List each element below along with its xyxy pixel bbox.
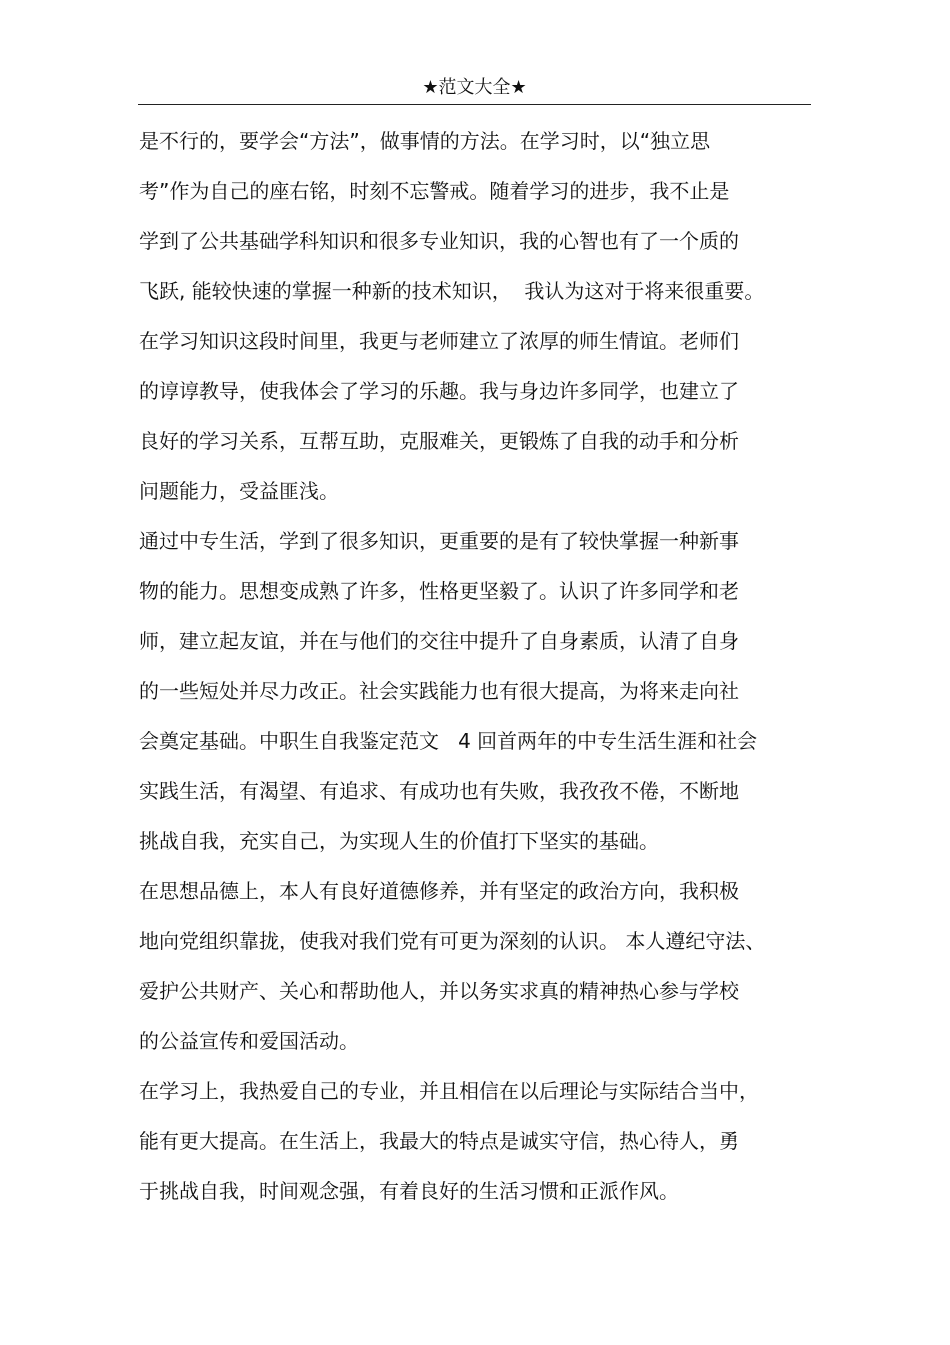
text-line: 的公益宣传和爱国活动。 [139, 1029, 359, 1053]
text-line: 在学习知识这段时间里，我更与老师建立了浓厚的师生情谊。老师们 [139, 329, 739, 353]
text-line: 良好的学习关系，互帮互助，克服难关，更锻炼了自我的动手和分析 [139, 429, 739, 453]
text-line: 问题能力，受益匪浅。 [139, 479, 339, 503]
text-line: 师，建立起友谊，并在与他们的交往中提升了自身素质，认清了自身 [139, 629, 739, 653]
header-divider [138, 104, 811, 105]
text-line: 会奠定基础。中职生自我鉴定范文 4 回首两年的中专生活生涯和社会 [139, 729, 758, 753]
text-line: 在思想品德上，本人有良好道德修养，并有坚定的政治方向，我积极 [139, 879, 739, 903]
text-line: 挑战自我，充实自己，为实现人生的价值打下坚实的基础。 [139, 829, 659, 853]
text-line: 通过中专生活，学到了很多知识，更重要的是有了较快掌握一种新事 [139, 529, 739, 553]
text-line: 是不行的，要学会“方法”，做事情的方法。在学习时，以“独立思 [139, 129, 711, 153]
text-line: 爱护公共财产、关心和帮助他人，并以务实求真的精神热心参与学校 [139, 979, 739, 1003]
text-line: 在学习上，我热爱自己的专业，并且相信在以后理论与实际结合当中， [139, 1079, 759, 1103]
document-body [139, 116, 819, 1216]
text-line: 考”作为自己的座右铭，时刻不忘警戒。随着学习的进步，我不止是 [139, 179, 730, 203]
text-line: 地向党组织靠拢，使我对我们党有可更为深刻的认识。 本人遵纪守法、 [139, 929, 766, 953]
text-line: 实践生活，有渴望、有追求、有成功也有失败，我孜孜不倦，不断地 [139, 779, 739, 803]
text-line: 飞跃, 能较快速的掌握一种新的技术知识， 我认为这对于将来很重要。 [139, 279, 765, 303]
page-header-title: ★范文大全★ [422, 77, 527, 98]
text-line: 物的能力。思想变成熟了许多，性格更坚毅了。认识了许多同学和老 [139, 579, 739, 603]
text-line: 于挑战自我，时间观念强，有着良好的生活习惯和正派作风。 [139, 1179, 679, 1203]
text-line: 学到了公共基础学科知识和很多专业知识，我的心智也有了一个质的 [139, 229, 739, 253]
text-line: 的谆谆教导，使我体会了学习的乐趣。我与身边许多同学，也建立了 [139, 379, 739, 403]
text-line: 的一些短处并尽力改正。社会实践能力也有很大提高，为将来走向社 [139, 679, 739, 703]
text-line: 能有更大提高。在生活上，我最大的特点是诚实守信，热心待人，勇 [139, 1129, 739, 1153]
